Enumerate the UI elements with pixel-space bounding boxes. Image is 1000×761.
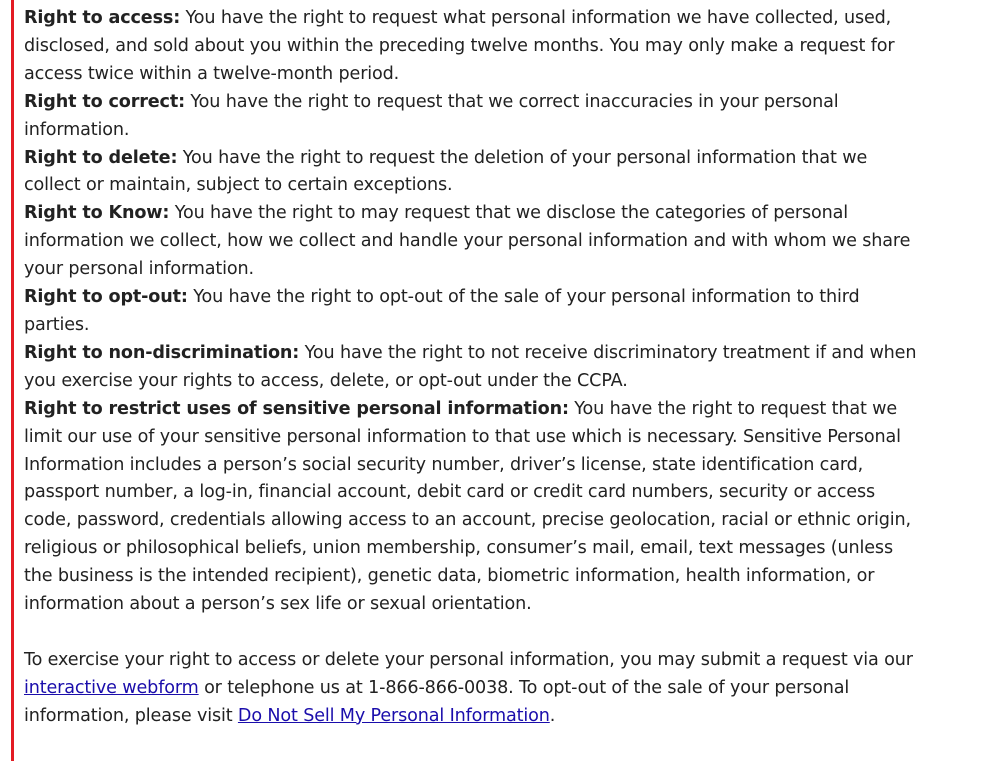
right-know xyxy=(24,200,924,284)
right-text: You have the right to not receive discriminatory treatment if and when you exercise your rights to access, delete, or opt-out under the CCPA. xyxy=(24,342,917,391)
right-non-discrimination xyxy=(24,340,924,396)
do-not-sell-link[interactable]: Do Not Sell My Personal Information xyxy=(237,705,550,726)
privacy-rights-content xyxy=(24,5,924,731)
exercise-text: . xyxy=(549,705,556,726)
right-text: You have the right to request what personal information we have collected, used, disclosed, and sold about you within the preceding twelve months. You may only make a request for access twice within a twelve-month period. xyxy=(24,8,895,84)
right-text: You have the right to request the deletion of your personal information that we collect or maintain, subject to certain exceptions. xyxy=(24,147,868,196)
right-access xyxy=(24,5,924,89)
right-term: Right to opt-out: xyxy=(24,287,188,308)
exercise-rights-paragraph xyxy=(24,647,924,731)
right-correct xyxy=(24,89,924,145)
accent-bar xyxy=(11,0,14,761)
paragraph-spacer xyxy=(24,619,924,647)
right-term: Right to restrict uses of sensitive personal information: xyxy=(24,398,569,419)
right-term: Right to access: xyxy=(24,8,181,28)
right-delete xyxy=(24,145,924,201)
right-term: Right to Know: xyxy=(24,203,170,224)
right-text: You have the right to request that we limit our use of your sensitive personal information to that use which is necessary. Sensitive Personal Information includes a person’s social security number, driver’s license, state identification card, passport number, a log-in, financial account, debit card or credit card numbers, security or access code, password, credentials allowing access to an account, precise geolocation, racial or ethnic origin, religious or philosophical beliefs, union membership, consumer’s mail, email, text messages (unless the business is the intended recipient), genetic data, biometric information, health information, or information about a person’s sex life or sexual orientation. xyxy=(24,398,911,615)
right-text: You have the right to may request that we disclose the categories of personal information we collect, how we collect and handle your personal information and with whom we share your personal information. xyxy=(24,203,911,280)
right-opt-out xyxy=(24,284,924,340)
right-text: You have the right to opt-out of the sale of your personal information to third parties. xyxy=(24,287,860,335)
right-text: You have the right to request that we correct inaccuracies in your personal information. xyxy=(24,91,839,140)
interactive-webform-link[interactable]: interactive webform xyxy=(24,677,199,698)
right-term: Right to delete: xyxy=(24,147,178,168)
exercise-text: To exercise your right to access or delete your personal information, you may submit a request via our xyxy=(24,649,913,670)
exercise-text: or telephone us at 1-866-866-0038. To opt-out of the sale of your personal information, please visit xyxy=(24,677,850,726)
right-restrict-sensitive xyxy=(24,396,924,619)
right-term: Right to correct: xyxy=(24,91,185,112)
right-term: Right to non-discrimination: xyxy=(24,342,300,363)
